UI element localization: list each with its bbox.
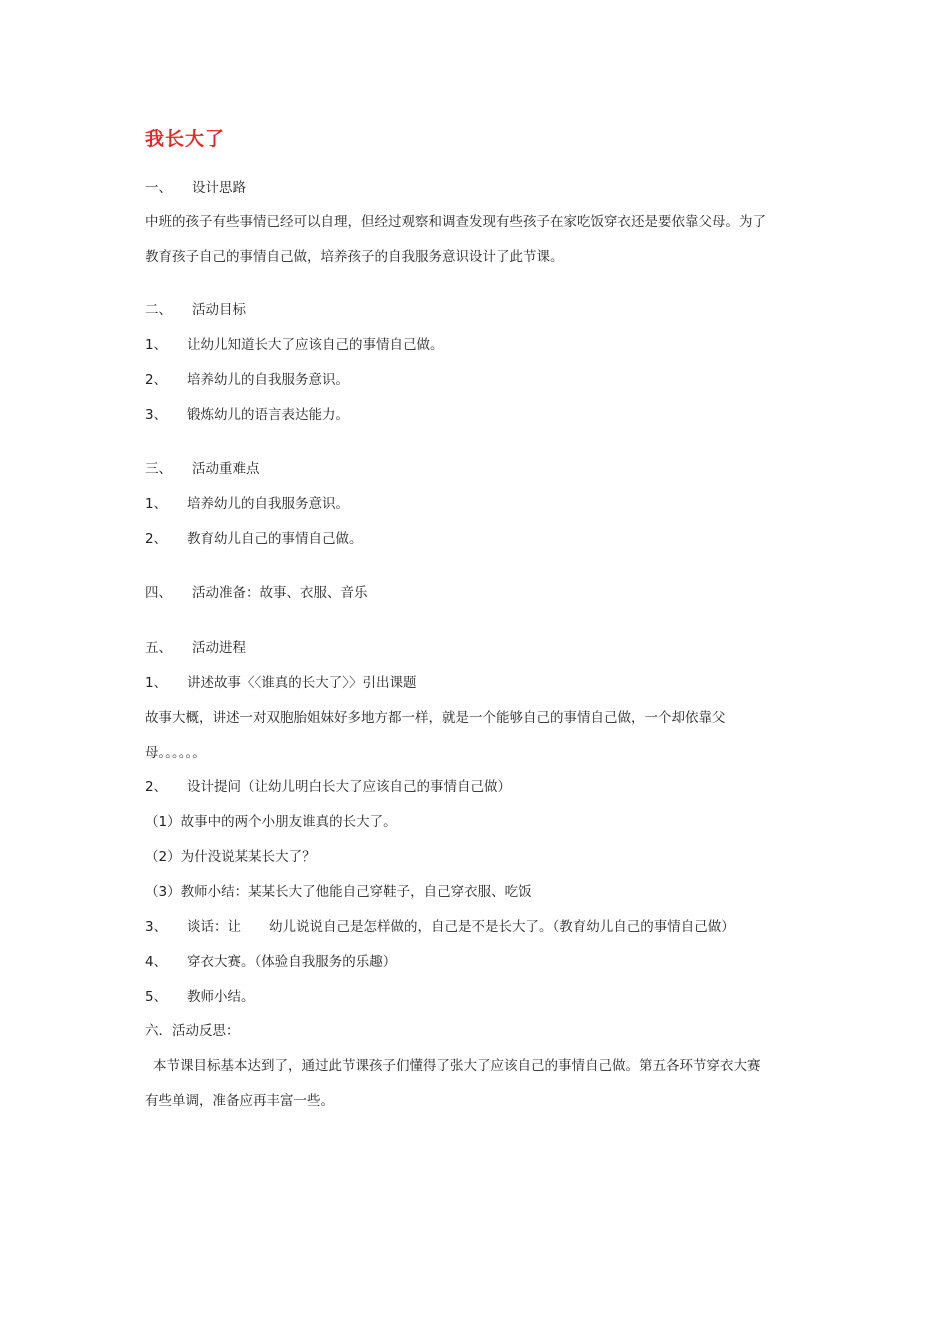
list-item: 3、 谈话：让 幼儿说说自己是怎样做的，自己是不是长大了。（教育幼儿自己的事情自己做） (145, 919, 735, 935)
paragraph: 本节课目标基本达到了，通过此节课孩子们懂得了张大了应该自己的事情自己做。第五各环节穿衣大赛 (153, 1058, 761, 1074)
list-item: 1、 讲述故事〈〈谁真的长大了〉〉引出课题 (145, 675, 417, 691)
section-heading-1: 一、 设计思路 (145, 180, 246, 196)
section-heading-2: 二、 活动目标 (145, 302, 246, 318)
list-item: 2、 教育幼儿自己的事情自己做。 (145, 531, 363, 547)
paragraph: 教育孩子自己的事情自己做，培养孩子的自我服务意识设计了此节课。 (145, 249, 564, 265)
list-item: 2、 培养幼儿的自我服务意识。 (145, 372, 349, 388)
paragraph: 母。。。。。。 (145, 745, 206, 761)
section-heading-3: 三、 活动重难点 (145, 461, 260, 477)
section-heading-5: 五、 活动进程 (145, 640, 246, 656)
question-item: （3）教师小结：某某长大了他能自己穿鞋子，自己穿衣服、吃饭 (145, 884, 532, 900)
section-heading-4: 四、 活动准备：故事、衣服、音乐 (145, 585, 368, 601)
section-heading-6: 六．活动反思： (145, 1023, 240, 1039)
list-item: 2、 设计提问（让幼儿明白长大了应该自己的事情自己做） (145, 779, 511, 795)
question-item: （2）为什没说某某长大了？ (145, 849, 316, 865)
document-title: 我长大了 (145, 128, 226, 150)
list-item: 5、 教师小结。 (145, 989, 255, 1005)
paragraph: 故事大概，讲述一对双胞胎姐妹好多地方都一样，就是一个能够自己的事情自己做，一个却依靠父 (145, 710, 726, 726)
list-item: 4、 穿衣大赛。（体验自我服务的乐趣） (145, 954, 397, 970)
list-item: 1、 让幼儿知道长大了应该自己的事情自己做。 (145, 337, 444, 353)
list-item: 3、 锻炼幼儿的语言表达能力。 (145, 407, 349, 423)
paragraph: 中班的孩子有些事情已经可以自理，但经过观察和调查发现有些孩子在家吃饭穿衣还是要依靠父母。为了 (145, 214, 766, 230)
question-item: （1）故事中的两个小朋友谁真的长大了。 (145, 814, 397, 830)
list-item: 1、 培养幼儿的自我服务意识。 (145, 496, 349, 512)
paragraph: 有些单调，准备应再丰富一些。 (145, 1093, 334, 1109)
